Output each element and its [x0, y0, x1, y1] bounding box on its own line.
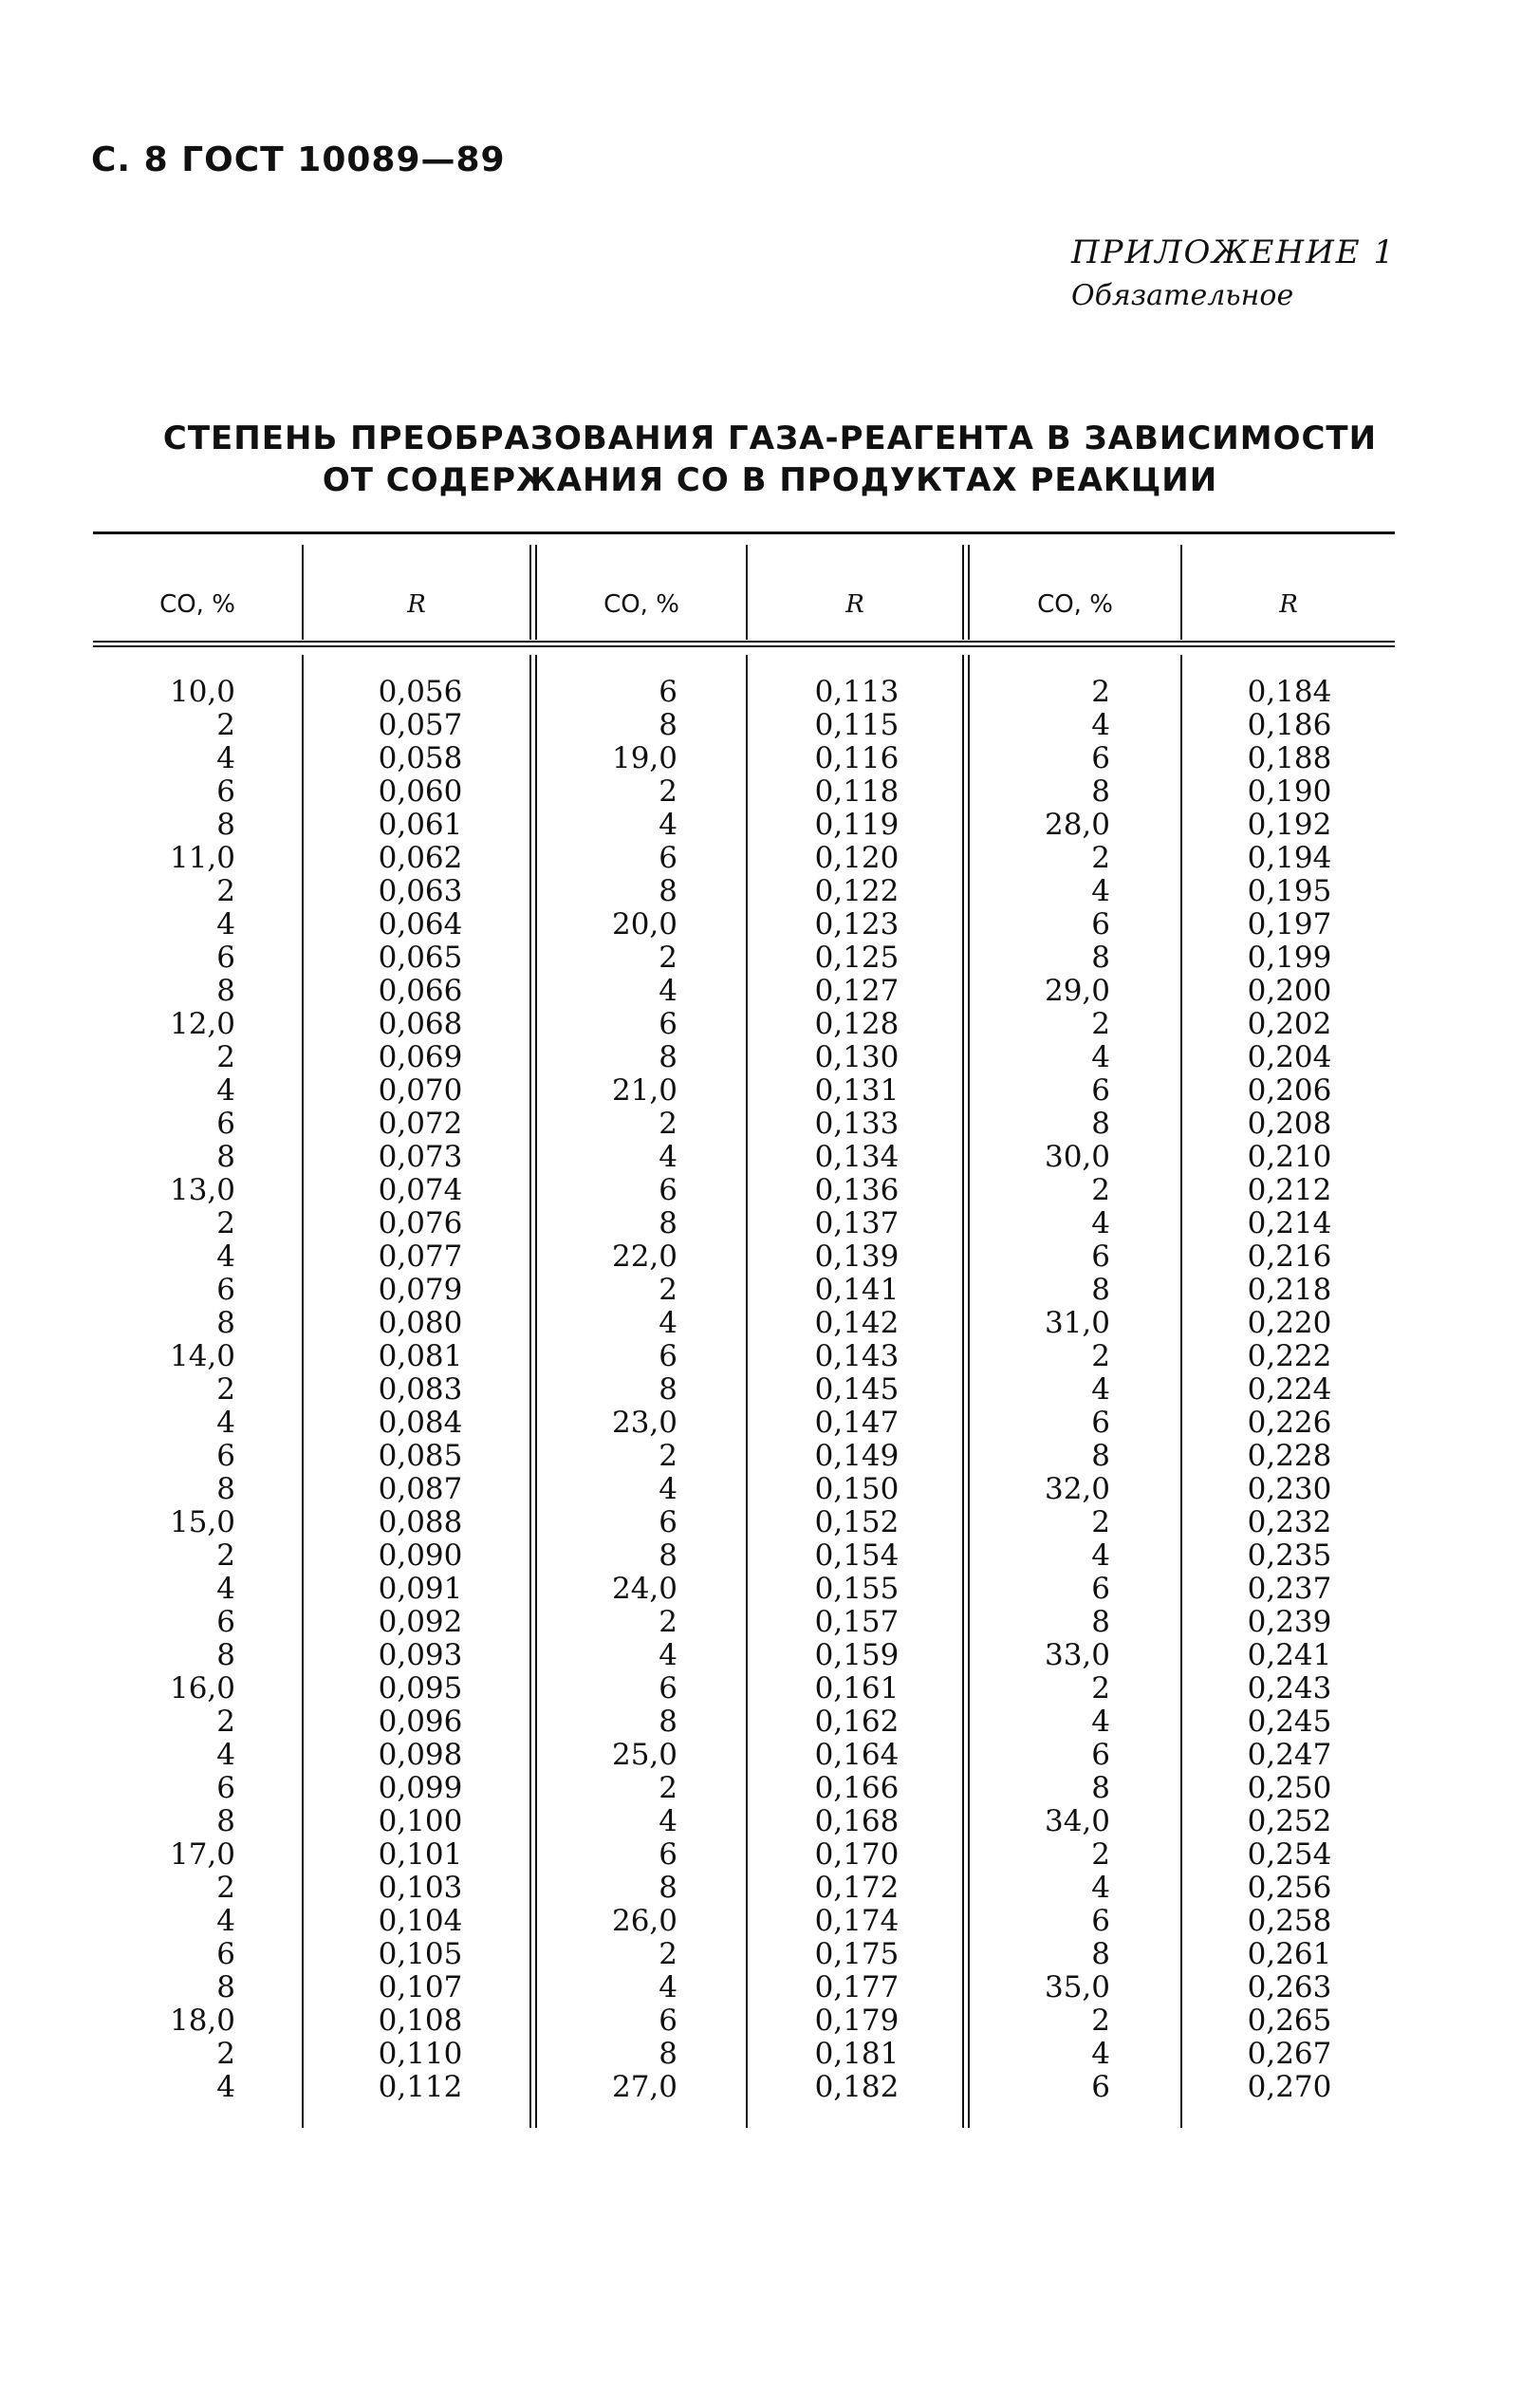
body-divider: [962, 655, 964, 2128]
header-rule-lower: [93, 645, 1395, 647]
co-column-1: [93, 676, 235, 2104]
appendix-status: Обязательное: [1070, 279, 1294, 312]
r-cell: 0,095: [378, 1671, 463, 1706]
r-cell: 0,092: [378, 1605, 463, 1639]
co-cell: 6: [216, 941, 235, 975]
table-title-line-2: ОТ СОДЕРЖАНИЯ СО В ПРОДУКТАХ РЕАКЦИИ: [322, 461, 1218, 499]
r-cell: 0,119: [814, 808, 900, 842]
co-cell: 4: [1091, 2037, 1110, 2071]
r-cell: 0,105: [378, 1937, 463, 1971]
co-cell: 8: [1091, 1273, 1110, 1307]
co-cell: 2: [659, 1937, 677, 1971]
r-cell: 0,069: [378, 1040, 463, 1074]
r-cell: 0,220: [1247, 1306, 1332, 1340]
co-cell: 6: [659, 1837, 677, 1872]
r-cell: 0,161: [814, 1671, 900, 1706]
r-cell: 0,235: [1247, 1538, 1332, 1573]
r-cell: 0,100: [378, 1804, 463, 1838]
r-cell: 0,164: [814, 1738, 900, 1772]
body-divider: [746, 655, 748, 2128]
co-cell: 6: [216, 1771, 235, 1805]
co-cell: 6: [659, 1339, 677, 1373]
co-cell: 6: [659, 1671, 677, 1706]
co-cell: 8: [216, 1638, 235, 1672]
co-cell: 4: [1091, 1871, 1110, 1905]
r-cell: 0,210: [1247, 1140, 1332, 1174]
co-cell: 4: [659, 1804, 677, 1838]
r-cell: 0,112: [378, 2070, 463, 2104]
r-cell: 0,194: [1247, 841, 1332, 875]
co-cell: 4: [1091, 1040, 1110, 1074]
co-cell: 6: [1091, 2070, 1110, 2104]
header-co-1: CO, %: [159, 590, 235, 619]
co-cell: 8: [659, 708, 677, 742]
co-cell: 8: [1091, 941, 1110, 975]
co-cell: 2: [216, 1705, 235, 1739]
co-cell: 6: [216, 1439, 235, 1473]
co-cell: 4: [216, 1572, 235, 1606]
r-cell: 0,074: [378, 1173, 463, 1207]
r-cell: 0,265: [1247, 2004, 1332, 2038]
co-cell: 6: [1091, 1904, 1110, 1938]
r-cell: 0,212: [1247, 1173, 1332, 1207]
co-cell: 4: [659, 1970, 677, 2004]
header-r-1: R: [407, 590, 426, 619]
r-cell: 0,108: [378, 2004, 463, 2038]
r-cell: 0,243: [1247, 1671, 1332, 1706]
r-cell: 0,080: [378, 1306, 463, 1340]
co-cell: 6: [216, 774, 235, 809]
r-cell: 0,090: [378, 1538, 463, 1573]
co-cell: 31,0: [1044, 1306, 1110, 1340]
co-cell: 6: [1091, 1406, 1110, 1440]
header-co-2: CO, %: [603, 590, 679, 619]
r-cell: 0,170: [814, 1837, 900, 1872]
co-cell: 21,0: [611, 1073, 677, 1108]
r-cell: 0,147: [814, 1406, 900, 1440]
header-divider: [529, 545, 531, 640]
co-cell: 27,0: [611, 2070, 677, 2104]
r-cell: 0,188: [1247, 741, 1332, 775]
co-cell: 8: [216, 1140, 235, 1174]
co-cell: 2: [1091, 1671, 1110, 1706]
co-cell: 19,0: [611, 741, 677, 775]
co-cell: 6: [659, 1007, 677, 1041]
r-cell: 0,241: [1247, 1638, 1332, 1672]
co-cell: 6: [659, 1173, 677, 1207]
r-cell: 0,103: [378, 1871, 463, 1905]
co-cell: 8: [216, 1970, 235, 2004]
r-cell: 0,256: [1247, 1871, 1332, 1905]
co-cell: 8: [659, 874, 677, 908]
r-cell: 0,107: [378, 1970, 463, 2004]
r-cell: 0,134: [814, 1140, 900, 1174]
appendix-block: [1071, 233, 1396, 312]
co-cell: 28,0: [1044, 808, 1110, 842]
r-cell: 0,141: [814, 1273, 900, 1307]
r-cell: 0,077: [378, 1240, 463, 1274]
co-cell: 32,0: [1044, 1472, 1110, 1506]
r-cell: 0,131: [814, 1073, 900, 1108]
r-cell: 0,179: [814, 2004, 900, 2038]
r-cell: 0,228: [1247, 1439, 1332, 1473]
co-cell: 4: [216, 1904, 235, 1938]
r-cell: 0,261: [1247, 1937, 1332, 1971]
co-cell: 4: [216, 907, 235, 941]
r-cell: 0,136: [814, 1173, 900, 1207]
co-cell: 4: [216, 741, 235, 775]
r-cell: 0,128: [814, 1007, 900, 1041]
co-cell: 26,0: [611, 1904, 677, 1938]
r-cell: 0,072: [378, 1107, 463, 1141]
r-cell: 0,066: [378, 974, 463, 1008]
r-cell: 0,252: [1247, 1804, 1332, 1838]
r-cell: 0,130: [814, 1040, 900, 1074]
r-cell: 0,239: [1247, 1605, 1332, 1639]
r-cell: 0,202: [1247, 1007, 1332, 1041]
co-cell: 2: [216, 2037, 235, 2071]
r-column-1: [349, 676, 492, 2104]
co-cell: 8: [659, 1871, 677, 1905]
co-cell: 4: [1091, 708, 1110, 742]
r-cell: 0,157: [814, 1605, 900, 1639]
co-cell: 8: [1091, 1605, 1110, 1639]
r-cell: 0,115: [814, 708, 900, 742]
r-cell: 0,216: [1247, 1240, 1332, 1274]
r-cell: 0,123: [814, 907, 900, 941]
co-cell: 6: [1091, 1240, 1110, 1274]
co-cell: 29,0: [1044, 974, 1110, 1008]
appendix-title: ПРИЛОЖЕНИЕ 1: [1070, 233, 1396, 271]
co-cell: 2: [216, 708, 235, 742]
r-cell: 0,258: [1247, 1904, 1332, 1938]
r-cell: 0,113: [814, 675, 900, 709]
co-cell: 2: [1091, 2004, 1110, 2038]
co-cell: 12,0: [169, 1007, 235, 1041]
co-cell: 2: [1091, 1505, 1110, 1539]
co-cell: 2: [659, 774, 677, 809]
co-cell: 6: [659, 841, 677, 875]
co-cell: 2: [1091, 1837, 1110, 1872]
r-cell: 0,195: [1247, 874, 1332, 908]
co-cell: 13,0: [169, 1173, 235, 1207]
co-cell: 8: [659, 2037, 677, 2071]
r-cell: 0,058: [378, 741, 463, 775]
co-cell: 8: [1091, 774, 1110, 809]
co-cell: 18,0: [169, 2004, 235, 2038]
co-cell: 17,0: [169, 1837, 235, 1872]
r-cell: 0,230: [1247, 1472, 1332, 1506]
co-column-3: [968, 676, 1110, 2104]
body-divider: [302, 655, 304, 2128]
r-cell: 0,232: [1247, 1505, 1332, 1539]
r-cell: 0,149: [814, 1439, 900, 1473]
co-cell: 4: [216, 2070, 235, 2104]
co-cell: 8: [659, 1705, 677, 1739]
co-cell: 35,0: [1044, 1970, 1110, 2004]
r-cell: 0,168: [814, 1804, 900, 1838]
co-cell: 2: [216, 1538, 235, 1573]
r-cell: 0,214: [1247, 1206, 1332, 1240]
r-cell: 0,226: [1247, 1406, 1332, 1440]
r-cell: 0,065: [378, 941, 463, 975]
co-cell: 4: [659, 1306, 677, 1340]
co-cell: 2: [659, 1605, 677, 1639]
r-cell: 0,175: [814, 1937, 900, 1971]
co-cell: 4: [1091, 1206, 1110, 1240]
r-cell: 0,270: [1247, 2070, 1332, 2104]
co-cell: 8: [216, 1804, 235, 1838]
r-cell: 0,088: [378, 1505, 463, 1539]
co-cell: 23,0: [611, 1406, 677, 1440]
r-cell: 0,099: [378, 1771, 463, 1805]
r-cell: 0,222: [1247, 1339, 1332, 1373]
co-cell: 2: [659, 941, 677, 975]
co-cell: 4: [659, 974, 677, 1008]
co-cell: 2: [216, 1871, 235, 1905]
top-rule: [93, 531, 1395, 534]
r-cell: 0,166: [814, 1771, 900, 1805]
co-cell: 8: [1091, 1937, 1110, 1971]
r-cell: 0,159: [814, 1638, 900, 1672]
table-title: [0, 418, 1540, 501]
r-cell: 0,079: [378, 1273, 463, 1307]
r-cell: 0,084: [378, 1406, 463, 1440]
r-cell: 0,137: [814, 1206, 900, 1240]
r-cell: 0,060: [378, 774, 463, 809]
co-cell: 8: [659, 1538, 677, 1573]
header-rule-upper: [93, 641, 1395, 643]
co-cell: 8: [216, 808, 235, 842]
r-cell: 0,177: [814, 1970, 900, 2004]
co-cell: 8: [216, 974, 235, 1008]
r-cell: 0,237: [1247, 1572, 1332, 1606]
body-divider: [529, 655, 531, 2128]
co-cell: 4: [216, 1406, 235, 1440]
r-cell: 0,150: [814, 1472, 900, 1506]
co-cell: 16,0: [169, 1671, 235, 1706]
co-cell: 4: [659, 1638, 677, 1672]
r-cell: 0,224: [1247, 1372, 1332, 1407]
r-cell: 0,064: [378, 907, 463, 941]
r-cell: 0,267: [1247, 2037, 1332, 2071]
co-cell: 4: [216, 1738, 235, 1772]
page-header: С. 8 ГОСТ 10089—89: [91, 140, 506, 179]
r-column-3: [1218, 676, 1361, 2104]
r-cell: 0,062: [378, 841, 463, 875]
r-cell: 0,110: [378, 2037, 463, 2071]
r-cell: 0,162: [814, 1705, 900, 1739]
co-cell: 4: [1091, 1372, 1110, 1407]
co-column-2: [535, 676, 677, 2104]
r-cell: 0,068: [378, 1007, 463, 1041]
r-cell: 0,155: [814, 1572, 900, 1606]
co-cell: 8: [659, 1206, 677, 1240]
r-cell: 0,139: [814, 1240, 900, 1274]
co-cell: 15,0: [169, 1505, 235, 1539]
r-cell: 0,120: [814, 841, 900, 875]
co-cell: 2: [1091, 1007, 1110, 1041]
r-cell: 0,190: [1247, 774, 1332, 809]
co-cell: 4: [216, 1240, 235, 1274]
r-cell: 0,247: [1247, 1738, 1332, 1772]
co-cell: 2: [216, 1206, 235, 1240]
r-cell: 0,208: [1247, 1107, 1332, 1141]
co-cell: 25,0: [611, 1738, 677, 1772]
co-cell: 8: [1091, 1439, 1110, 1473]
co-cell: 2: [1091, 841, 1110, 875]
r-cell: 0,154: [814, 1538, 900, 1573]
r-cell: 0,083: [378, 1372, 463, 1407]
r-cell: 0,186: [1247, 708, 1332, 742]
co-cell: 20,0: [611, 907, 677, 941]
body-divider: [1180, 655, 1182, 2128]
r-cell: 0,093: [378, 1638, 463, 1672]
r-cell: 0,174: [814, 1904, 900, 1938]
co-cell: 4: [1091, 1705, 1110, 1739]
r-cell: 0,081: [378, 1339, 463, 1373]
co-cell: 4: [1091, 874, 1110, 908]
co-cell: 10,0: [169, 675, 235, 709]
co-cell: 14,0: [169, 1339, 235, 1373]
r-cell: 0,076: [378, 1206, 463, 1240]
co-cell: 11,0: [169, 841, 235, 875]
co-cell: 6: [216, 1273, 235, 1307]
co-cell: 6: [1091, 1572, 1110, 1606]
r-cell: 0,172: [814, 1871, 900, 1905]
co-cell: 4: [216, 1073, 235, 1108]
co-cell: 2: [216, 1040, 235, 1074]
r-cell: 0,204: [1247, 1040, 1332, 1074]
co-cell: 2: [659, 1771, 677, 1805]
co-cell: 8: [659, 1372, 677, 1407]
co-cell: 6: [216, 1107, 235, 1141]
co-cell: 33,0: [1044, 1638, 1110, 1672]
r-cell: 0,143: [814, 1339, 900, 1373]
co-cell: 6: [659, 1505, 677, 1539]
table-title-line-1: СТЕПЕНЬ ПРЕОБРАЗОВАНИЯ ГАЗА-РЕАГЕНТА В ЗАВИСИМОСТИ: [162, 419, 1378, 457]
co-cell: 2: [1091, 675, 1110, 709]
r-cell: 0,085: [378, 1439, 463, 1473]
r-cell: 0,104: [378, 1904, 463, 1938]
co-cell: 30,0: [1044, 1140, 1110, 1174]
r-cell: 0,263: [1247, 1970, 1332, 2004]
r-column-2: [786, 676, 928, 2104]
co-cell: 2: [216, 1372, 235, 1407]
co-cell: 4: [659, 1472, 677, 1506]
r-cell: 0,091: [378, 1572, 463, 1606]
r-cell: 0,250: [1247, 1771, 1332, 1805]
r-cell: 0,061: [378, 808, 463, 842]
header-divider: [962, 545, 964, 640]
co-cell: 2: [216, 874, 235, 908]
co-cell: 2: [1091, 1339, 1110, 1373]
co-cell: 24,0: [611, 1572, 677, 1606]
r-cell: 0,200: [1247, 974, 1332, 1008]
r-cell: 0,116: [814, 741, 900, 775]
r-cell: 0,070: [378, 1073, 463, 1108]
r-cell: 0,056: [378, 675, 463, 709]
co-cell: 4: [1091, 1538, 1110, 1573]
r-cell: 0,181: [814, 2037, 900, 2071]
r-cell: 0,122: [814, 874, 900, 908]
r-cell: 0,087: [378, 1472, 463, 1506]
r-cell: 0,096: [378, 1705, 463, 1739]
header-r-3: R: [1279, 590, 1298, 619]
co-cell: 8: [216, 1472, 235, 1506]
r-cell: 0,192: [1247, 808, 1332, 842]
co-cell: 34,0: [1044, 1804, 1110, 1838]
co-cell: 22,0: [611, 1240, 677, 1274]
r-cell: 0,125: [814, 941, 900, 975]
co-cell: 2: [659, 1107, 677, 1141]
r-cell: 0,098: [378, 1738, 463, 1772]
r-cell: 0,142: [814, 1306, 900, 1340]
co-cell: 6: [1091, 1738, 1110, 1772]
r-cell: 0,182: [814, 2070, 900, 2104]
r-cell: 0,145: [814, 1372, 900, 1407]
header-co-3: CO, %: [1037, 590, 1113, 619]
r-cell: 0,197: [1247, 907, 1332, 941]
co-cell: 2: [1091, 1173, 1110, 1207]
r-cell: 0,073: [378, 1140, 463, 1174]
co-cell: 6: [1091, 741, 1110, 775]
r-cell: 0,245: [1247, 1705, 1332, 1739]
r-cell: 0,199: [1247, 941, 1332, 975]
co-cell: 6: [216, 1605, 235, 1639]
r-cell: 0,254: [1247, 1837, 1332, 1872]
co-cell: 6: [659, 2004, 677, 2038]
co-cell: 2: [659, 1273, 677, 1307]
co-cell: 8: [216, 1306, 235, 1340]
co-cell: 4: [659, 1140, 677, 1174]
co-cell: 6: [1091, 1073, 1110, 1108]
r-cell: 0,152: [814, 1505, 900, 1539]
r-cell: 0,184: [1247, 675, 1332, 709]
r-cell: 0,118: [814, 774, 900, 809]
co-cell: 6: [1091, 907, 1110, 941]
r-cell: 0,133: [814, 1107, 900, 1141]
r-cell: 0,063: [378, 874, 463, 908]
r-cell: 0,218: [1247, 1273, 1332, 1307]
co-cell: 8: [1091, 1771, 1110, 1805]
r-cell: 0,206: [1247, 1073, 1332, 1108]
co-cell: 2: [659, 1439, 677, 1473]
co-cell: 8: [1091, 1107, 1110, 1141]
r-cell: 0,127: [814, 974, 900, 1008]
co-cell: 6: [659, 675, 677, 709]
r-cell: 0,101: [378, 1837, 463, 1872]
co-cell: 4: [659, 808, 677, 842]
co-cell: 6: [216, 1937, 235, 1971]
r-cell: 0,057: [378, 708, 463, 742]
co-cell: 8: [659, 1040, 677, 1074]
header-r-2: R: [845, 590, 864, 619]
